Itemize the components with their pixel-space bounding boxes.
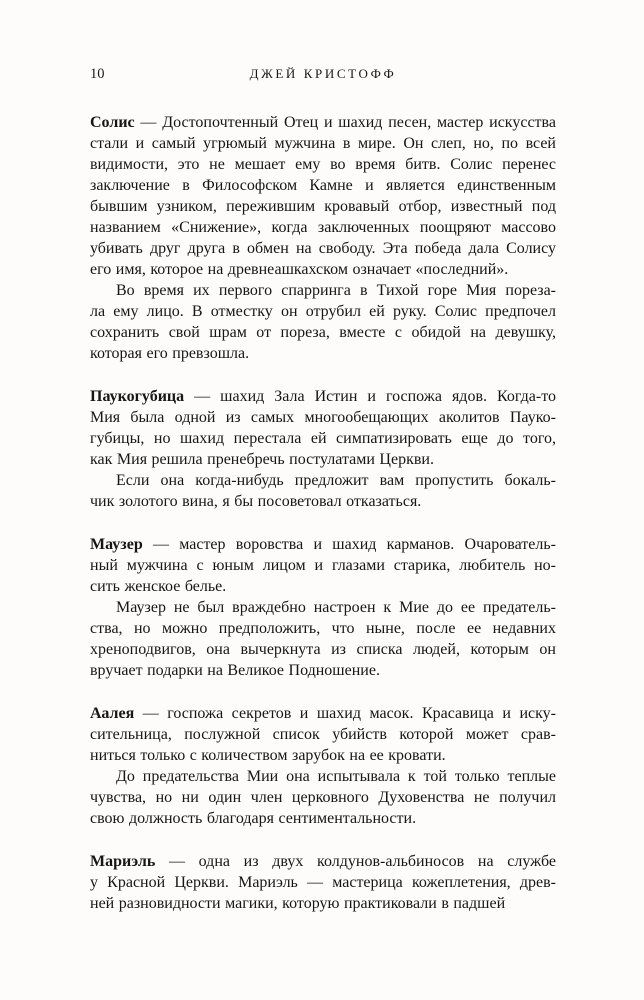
body-paragraph (90, 766, 556, 829)
text-block (90, 112, 556, 914)
text-line: сить женское белье. (90, 578, 227, 595)
entry-name: Солис (90, 114, 135, 131)
text-line: названием «Снижение», когда заключенных поощряют массово (90, 219, 556, 236)
entry-paragraph (90, 534, 556, 597)
page-header (90, 66, 556, 86)
text-line: его имя, которое на древнеашкахском означает «последний». (90, 261, 509, 278)
text-line: убивать друг друга в обмен на свободу. Эта победа дала Солису (90, 240, 556, 257)
text-line: видимости, это не мешает ему во время битв. Солис перенес (90, 156, 556, 173)
text-line: ниться только с количеством зарубок на ее кровати. (90, 747, 446, 764)
entry-paragraph (90, 851, 556, 914)
text-line: Паукогубица — шахид Зала Истин и госпожа ядов. Когда-то (90, 388, 556, 405)
text-line: сохранить свой шрам от пореза, вместе с обидой на девушку, (90, 324, 556, 341)
entry-paragraph (90, 703, 556, 766)
text-line: у Красной Церкви. Мариэль — мастерица кожеплетения, древ- (90, 874, 556, 891)
entry-paragraph (90, 112, 556, 280)
text-line: чик золотого вина, я бы посоветовал отказаться. (90, 493, 422, 510)
text-line: как Мия решила пренебречь постулатами Церкви. (90, 451, 434, 468)
text-line: сительница, послужной список убийств которой может срав- (90, 726, 556, 743)
entry-name: Маузер (90, 536, 143, 553)
text-line: Во время их первого спарринга в Тихой горе Мия пореза- (116, 282, 556, 299)
body-paragraph (90, 470, 556, 512)
body-paragraph (90, 597, 556, 681)
text-line: До предательства Мии она испытывала к той только теплые (116, 768, 556, 785)
text-line: Маузер — мастер воровства и шахид карманов. Очарователь- (90, 536, 556, 553)
text-line: вручает подарки на Великое Подношение. (90, 662, 380, 679)
text-line: Солис — Достопочтенный Отец и шахид песен, мастер искусства (90, 114, 556, 131)
text-line: Мариэль — одна из двух колдунов-альбиносов на службе (90, 853, 556, 870)
entry-paragraph (90, 386, 556, 470)
text-line: бывшим узником, пережившим кровавый отбор, известный под (90, 198, 556, 215)
entry-name: Паукогубица (90, 388, 185, 405)
text-line: губицы, но шахид перестала ей симпатизировать еще до того, (90, 430, 556, 447)
text-line: ный мужчина с юным лицом и глазами старика, любитель но- (90, 557, 556, 574)
entry-name: Мариэль (90, 853, 156, 870)
entry-name: Аалея (90, 705, 135, 722)
text-line: чувства, но ни один член церковного Духовенства не получил (90, 789, 556, 806)
text-line: ства, но можно предположить, что ныне, после ее недавних (90, 620, 556, 637)
text-line: ла ему лицо. В отместку он отрубил ей руку. Солис предпочел (90, 303, 556, 320)
text-line: которая его превзошла. (90, 345, 250, 362)
text-line: Мия была одной из самых многообещающих аколитов Пауко- (90, 409, 556, 426)
body-paragraph (90, 280, 556, 364)
text-line: Если она когда-нибудь предложит вам пропустить бокаль- (116, 472, 556, 489)
text-line: хреноподвигов, она вычеркнута из списка людей, которым он (90, 641, 556, 658)
text-line: заключение в Философском Камне и является единственным (90, 177, 556, 194)
text-line: ней разновидности магики, которую практиковали в падшей (90, 895, 506, 912)
text-line: стали и самый угрюмый мужчина в мире. Он слеп, но, по всей (90, 135, 556, 152)
page-number: 10 (90, 66, 105, 82)
text-line: свою должность благодаря сентиментальности. (90, 810, 417, 827)
text-line: Аалея — госпожа секретов и шахид масок. Красавица и иску- (90, 705, 556, 722)
running-title: ДЖЕЙ КРИСТОФФ (249, 66, 397, 81)
text-line: Маузер не был враждебно настроен к Мие до ее предатель- (116, 599, 556, 616)
